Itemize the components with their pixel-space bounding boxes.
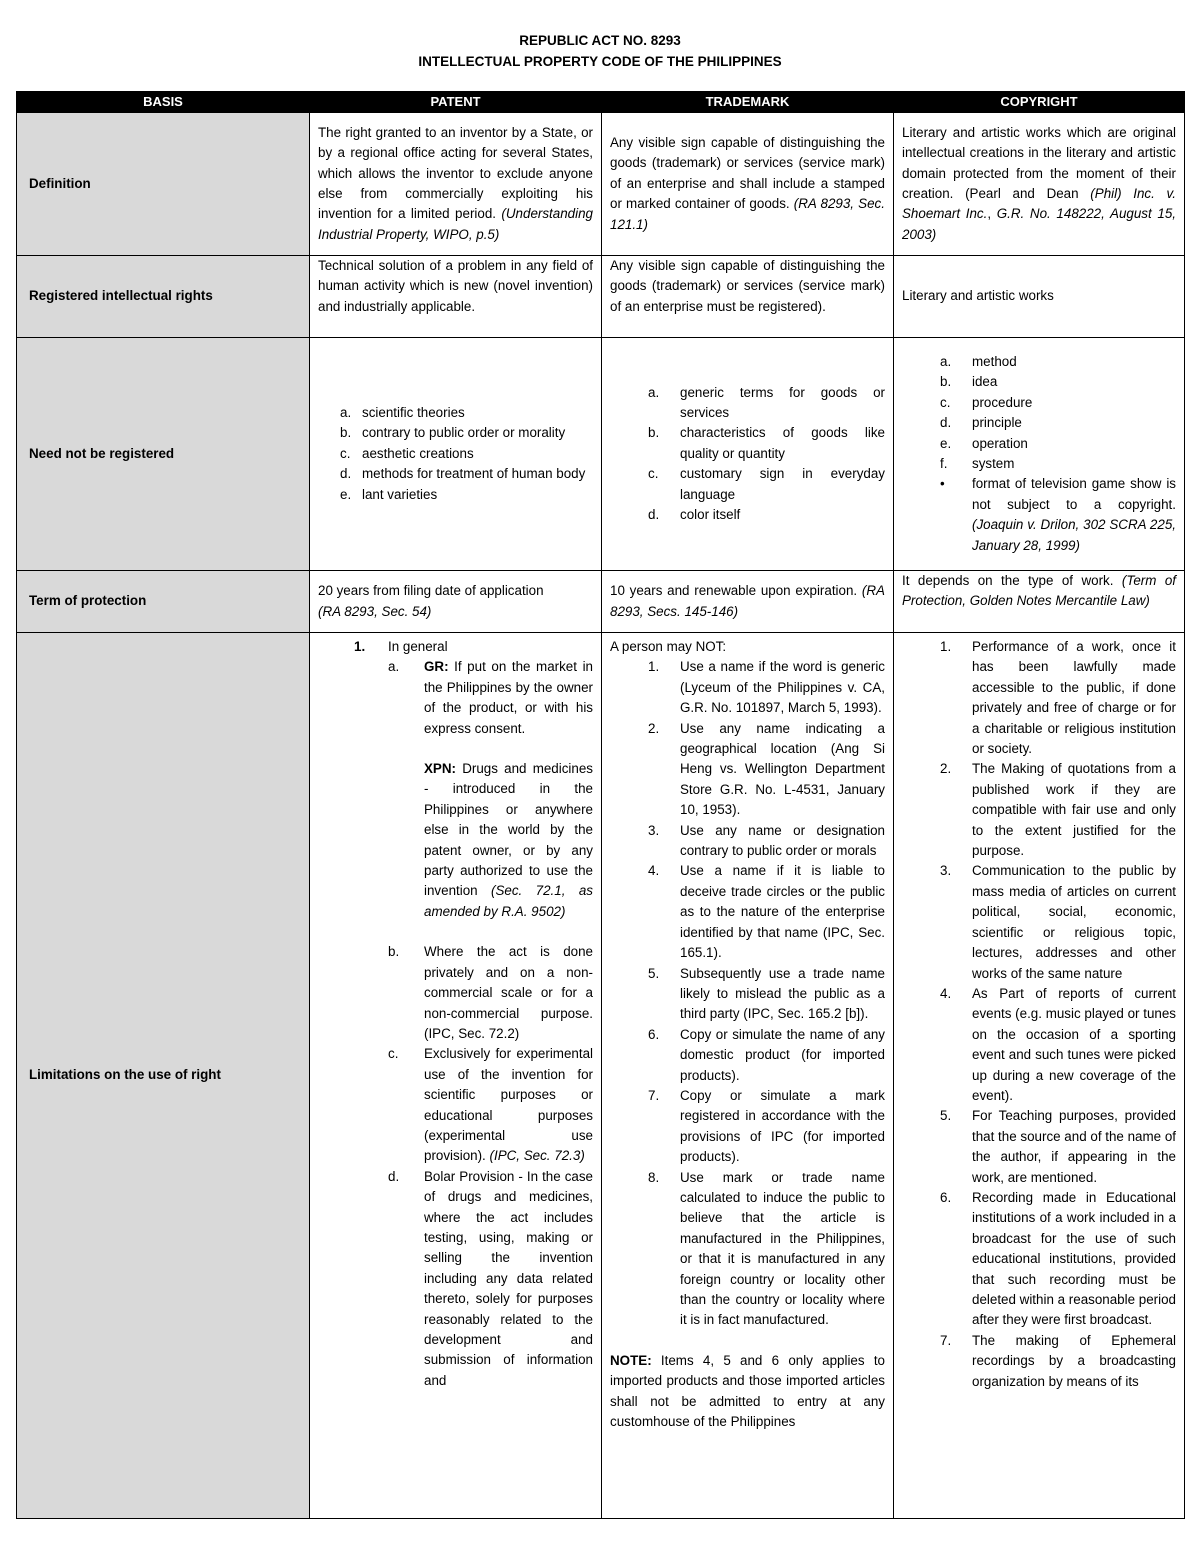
header-row [17,92,1185,113]
list-marker: 4. [940,985,952,1001]
list-marker: 5. [940,1108,952,1124]
header-basis: BASIS [17,92,310,113]
copyright-limitations [894,633,1185,1519]
list-text: Subsequently use a trade name likely to mislead the public as a third party (IPC, Sec. 165.2 [b]). [680,965,885,1022]
trademark-need-not-registered [602,338,894,571]
list-item [610,423,885,464]
list-text: Copy or simulate the name of any domestic product (for imported products). [680,1026,885,1083]
row-term [17,571,1185,633]
list-item [318,464,593,484]
list-marker: 7. [648,1087,660,1103]
document-title: REPUBLIC ACT NO. 8293 [519,33,681,48]
list-marker: 2. [648,720,660,736]
list-item [902,352,1176,372]
row-need-not-registered [17,338,1185,571]
list-item: b. Where the act is done privately and on a non-commercial scale or for a non-commercial purpose. (IPC, Sec. 72.2) [388,944,593,1041]
list-item: c. Exclusively for experimental use of the invention for scientific purposes or educational purposes (experimental use provision). (IPC, Sec. 72.3) [388,1046,593,1164]
list-text: Performance of a work, once it has been lawfully made accessible to the public, if done privately and free of charge or for a charitable or religious institution or society. [972,639,1176,757]
list-item [902,434,1176,454]
list-item [610,821,885,862]
list-text: lant varieties [362,486,438,502]
copyright-registered: Literary and artistic works [894,256,1185,338]
list-marker: c. [940,394,951,410]
list-marker: b. [340,425,352,441]
list-text: customary sign in everyday language [680,466,885,502]
list-item [902,1106,1176,1188]
list-text: As Part of reports of current events (e.g. music played or tunes on the occasion of a sporting event and such tunes were picked up during a new coverage of the event). [972,985,1176,1103]
list-item [902,1188,1176,1331]
list-marker: 6. [648,1026,660,1042]
list-marker: 2. [940,761,952,777]
list-text: The Making of quotations from a published work if they are compatible with fair use and only to the extent justified for the purpose. [972,761,1176,859]
list-text: characteristics of goods like quality or quantity [680,425,885,461]
list-item [610,1168,885,1331]
basis-limitations: Limitations on the use of right [17,633,310,1519]
list-item [610,657,885,718]
list-item: • format of television game show is not subject to a copyright. (Joaquin v. Drilon, 302 SCRA 225, January 28, 1999) [940,476,1176,553]
row-limitations [17,633,1185,1519]
list-marker: 5. [648,965,660,981]
exception-note: XPN: Drugs and medicines - introduced in the Philippines or anywhere else in the world by the patent owner, or by any party authorized to use the invention (Sec. 72.1, as amended by R.A. 9502) [424,761,593,919]
list-item: d. Bolar Provision - In the case of drugs and medicines, where the act includes testing, using, making or selling the invention including any data related thereto, solely for purposes reasonably related to the development and submission of information and [388,1168,593,1388]
list-marker: c. [340,445,351,461]
list-marker: d. [940,415,952,431]
list-marker: c. [648,466,659,482]
list-item [610,464,885,505]
list-marker: a. [340,404,352,420]
list-marker: 3. [940,863,952,879]
list-marker: d. [340,466,352,482]
trademark-note: NOTE: Items 4, 5 and 6 only applies to imported products and those imported articles shall not be admitted to entry at any customhouse of the Philippines [610,1352,885,1430]
list-text: idea [972,374,998,390]
list-item [902,861,1176,983]
list-text: Use any name or designation contrary to public order or morals [680,822,885,859]
list-item [610,383,885,424]
list-marker: 3. [648,822,660,838]
list-marker: d. [648,507,660,523]
list-item [610,964,885,1025]
list-item: 1. In general [354,639,448,654]
list-item [318,485,593,505]
list-item: a. GR: If put on the market in the Philippines by the owner of the product, or with his express consent. [388,659,593,736]
list-text: Communication to the public by mass media of articles on current political, social, economic, scientific or religious topic, lectures, addresses and other works of the same nature [972,863,1176,981]
list-text: Copy or simulate a mark registered in accordance with the provisions of IPC (for imported products). [680,1087,885,1165]
copyright-definition: Literary and artistic works which are original intellectual creations in the literary and artistic domain protected from the moment of their creation. (Pearl and Dean (Phil) Inc. v. Shoemart Inc., G.R. No. 148222, August 15, 2003) [894,113,1185,256]
row-definition [17,113,1185,256]
list-text: For Teaching purposes, provided that the source and of the name of the author, if appearing in the work, are mentioned. [972,1108,1176,1185]
list-text: Recording made in Educational institutions of a work included in a broadcast for the use of such educational institutions, provided that such recording must be deleted within a reasonable period after they were first broadcast. [972,1189,1176,1328]
list-item [318,444,593,464]
list-item [902,393,1176,413]
list-text: Use mark or trade name calculated to induce the public to believe that the article is manufactured in the Philippines, or that it is manufactured in any foreign country or locality other than the country or locality where it is in fact manufactured. [680,1169,885,1328]
basis-definition: Definition [17,113,310,256]
list-marker: 6. [940,1189,952,1205]
list-item [318,403,593,423]
list-text: color itself [680,507,741,523]
list-item [902,372,1176,392]
patent-definition: The right granted to an inventor by a State, or by a regional office acting for several States, which allows the inventor to exclude anyone else from commercially exploiting his invention for a limited period. (Understanding Industrial Property, WIPO, p.5) [310,113,602,256]
list-marker: 8. [648,1169,660,1185]
list-marker: 4. [648,863,660,879]
list-item [902,759,1176,861]
patent-limitations [310,633,602,1519]
copyright-need-not-registered [894,338,1185,571]
trademark-term: 10 years and renewable upon expiration. (RA 8293, Secs. 145-146) [602,571,894,633]
list-item [610,719,885,821]
document-subtitle: INTELLECTUAL PROPERTY CODE OF THE PHILIPPINES [418,54,782,69]
list-marker: a. [648,384,660,400]
list-text: procedure [972,394,1033,410]
list-item [902,1331,1176,1392]
trademark-limitations [602,633,894,1519]
basis-term: Term of protection [17,571,310,633]
row-registered [17,256,1185,338]
list-text: principle [972,415,1022,431]
list-text: methods for treatment of human body [362,466,586,482]
list-text: Use any name indicating a geographical location (Ang Si Heng vs. Wellington Department Store G.R. No. L-4531, January 10, 1953). [680,720,885,818]
patent-registered: Technical solution of a problem in any field of human activity which is new (novel invention) and industrially applicable. [310,256,602,338]
list-marker: e. [940,435,952,451]
basis-registered: Registered intellectual rights [17,256,310,338]
list-marker: 7. [940,1332,952,1348]
list-item [610,1025,885,1086]
trademark-intro: A person may NOT: [610,639,727,654]
list-text: system [972,456,1015,471]
list-item [610,1086,885,1168]
list-text: method [972,353,1017,369]
list-marker: b. [648,425,660,441]
copyright-term: It depends on the type of work. (Term of Protection, Golden Notes Mercantile Law) [894,571,1185,633]
list-text: Use a name if the word is generic (Lyceum of the Philippines v. CA, G.R. No. 101897, March 5, 1993). [680,659,885,716]
list-item [610,505,885,525]
list-marker: b. [940,374,952,390]
list-text: The making of Ephemeral recordings by a broadcasting organization by means of its [972,1332,1176,1389]
list-text: operation [972,435,1028,451]
list-marker: e. [340,486,352,502]
list-item [318,423,593,443]
list-item [610,861,885,963]
list-item [902,984,1176,1106]
list-item [902,413,1176,433]
list-marker: f. [940,456,948,471]
list-text: generic terms for goods or services [680,384,885,420]
comparison-table [16,91,1185,1519]
header-trademark: TRADEMARK [602,92,894,113]
list-marker: a. [940,353,952,369]
list-text: contrary to public order or morality [362,425,566,441]
list-text: Use a name if it is liable to deceive trade circles or the public as to the nature of the enterprise identified by that name (IPC, Sec. 165.1). [680,863,885,961]
patent-need-not-registered [310,338,602,571]
list-item [902,637,1176,759]
list-item [902,454,1176,474]
trademark-registered: Any visible sign capable of distinguishing the goods (trademark) or services (service mark) of an enterprise must be registered). [602,256,894,338]
list-marker: 1. [940,639,952,654]
basis-need-not-registered: Need not be registered [17,338,310,571]
header-patent: PATENT [310,92,602,113]
header-copyright: COPYRIGHT [894,92,1185,113]
list-text: scientific theories [362,404,465,420]
trademark-definition: Any visible sign capable of distinguishing the goods (trademark) or services (service mark) of an enterprise and shall include a stamped or marked container of goods. (RA 8293, Sec. 121.1) [602,113,894,256]
list-marker: 1. [648,659,660,675]
list-text: aesthetic creations [362,445,474,461]
patent-term: 20 years from filing date of application (RA 8293, Sec. 54) [310,571,602,633]
